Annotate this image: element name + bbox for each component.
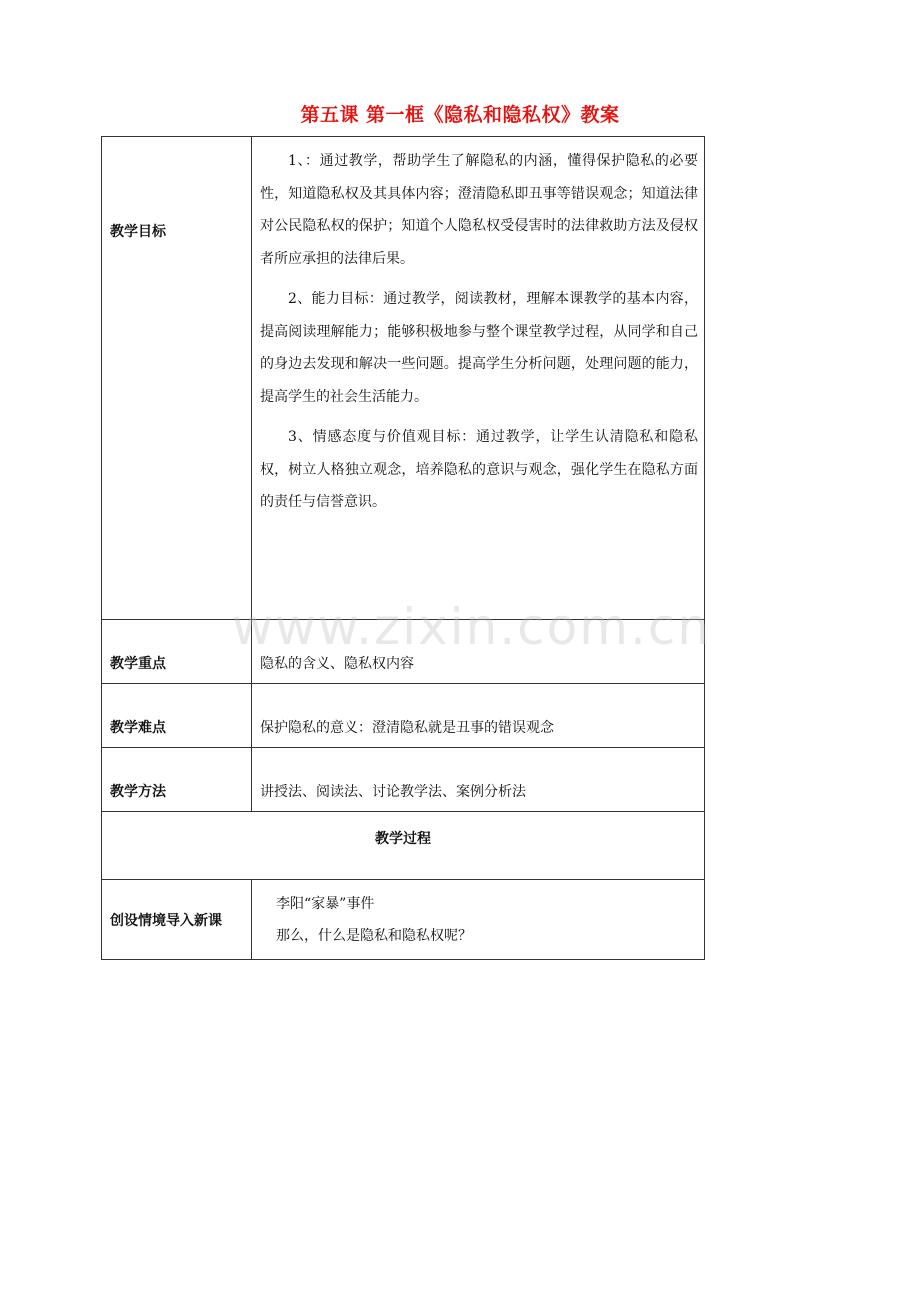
difficulties-content: 保护隐私的意义：澄清隐私就是丑事的错误观念	[252, 684, 705, 748]
intro-line-2: 那么，什么是隐私和隐私权呢？	[276, 927, 472, 944]
table-row-goals	[102, 137, 705, 620]
key-points-label: 教学重点	[102, 620, 252, 684]
intro-line-1: 李阳“家暴”事件	[276, 895, 375, 912]
intro-label: 创设情境导入新课	[102, 880, 252, 960]
intro-content	[252, 880, 705, 960]
goals-label: 教学目标	[102, 137, 252, 620]
lesson-plan-table	[101, 136, 705, 960]
methods-content: 讲授法、阅读法、讨论教学法、案例分析法	[252, 748, 705, 812]
goal-paragraph-3: 3、情感态度与价值观目标：通过教学，让学生认清隐私和隐私权，树立人格独立观念，培养隐私的意识与观念，强化学生在隐私方面的责任与信誉意识。	[260, 429, 698, 510]
document-title: 第五课 第一框《隐私和隐私权》教案	[300, 104, 620, 126]
table-row-methods	[102, 748, 705, 812]
watermark-text: www.zixin.com.cn	[232, 598, 712, 656]
process-heading: 教学过程	[102, 812, 705, 880]
goal-paragraph-1: 1、：通过教学，帮助学生了解隐私的内涵，懂得保护隐私的必要性，知道隐私权及其具体内容；澄清隐私即丑事等错误观念；知道法律对公民隐私权的保护；知道个人隐私权受侵害时的法律救助方法及侵权者所应承担的法律后果。	[260, 153, 698, 267]
table-row-process	[102, 812, 705, 880]
goal-paragraph-2: 2、能力目标：通过教学，阅读教材，理解本课教学的基本内容，提高阅读理解能力；能够积极地参与整个课堂教学过程，从同学和自己的身边去发现和解决一些问题。提高学生分析问题，处理问题的能力，提高学生的社会生活能力。	[260, 291, 698, 405]
key-points-content: 隐私的含义、隐私权内容	[252, 620, 705, 684]
table-row-key-points	[102, 620, 705, 684]
difficulties-label: 教学难点	[102, 684, 252, 748]
table-row-difficulties	[102, 684, 705, 748]
methods-label: 教学方法	[102, 748, 252, 812]
goals-content	[252, 137, 705, 620]
table-row-intro	[102, 880, 705, 960]
